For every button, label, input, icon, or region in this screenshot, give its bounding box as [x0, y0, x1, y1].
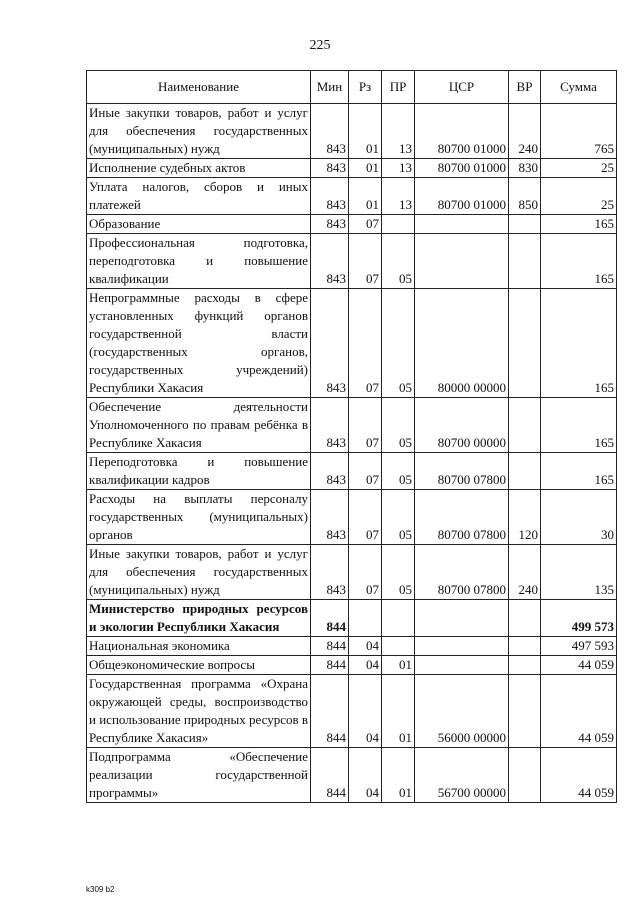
header-name: Наименование — [87, 71, 311, 104]
cell-csr: 80700 07800 — [415, 545, 509, 600]
budget-table — [86, 70, 617, 803]
cell-rz: 04 — [349, 656, 382, 675]
cell-rz: 01 — [349, 178, 382, 215]
table-row — [87, 656, 617, 675]
cell-pr: 05 — [382, 545, 415, 600]
cell-pr: 05 — [382, 453, 415, 490]
cell-vr: 240 — [509, 104, 541, 159]
cell-min: 843 — [311, 453, 349, 490]
cell-name: Общеэкономические вопросы — [87, 656, 311, 675]
cell-vr: 850 — [509, 178, 541, 215]
cell-min: 844 — [311, 600, 349, 637]
header-sum: Сумма — [541, 71, 617, 104]
cell-csr — [415, 234, 509, 289]
cell-name: Переподготовка и повышение квалификации кадров — [87, 453, 311, 490]
cell-rz: 04 — [349, 748, 382, 803]
cell-pr: 01 — [382, 656, 415, 675]
table-row — [87, 453, 617, 490]
cell-sum: 135 — [541, 545, 617, 600]
cell-name: Уплата налогов, сборов и иных платежей — [87, 178, 311, 215]
cell-vr: 120 — [509, 490, 541, 545]
cell-rz: 04 — [349, 637, 382, 656]
cell-pr: 13 — [382, 159, 415, 178]
header-vr: ВР — [509, 71, 541, 104]
table-row — [87, 490, 617, 545]
cell-csr: 80700 07800 — [415, 490, 509, 545]
header-csr: ЦСР — [415, 71, 509, 104]
header-rz: Рз — [349, 71, 382, 104]
cell-vr — [509, 398, 541, 453]
cell-name: Национальная экономика — [87, 637, 311, 656]
cell-sum: 44 059 — [541, 748, 617, 803]
header-min: Мин — [311, 71, 349, 104]
cell-sum: 165 — [541, 453, 617, 490]
cell-rz: 07 — [349, 490, 382, 545]
cell-sum: 499 573 — [541, 600, 617, 637]
cell-name: Государственная программа «Охрана окружающей среды, воспроизводство и использование природных ресурсов в Республике Хакасия» — [87, 675, 311, 748]
cell-csr — [415, 600, 509, 637]
cell-name: Министерство природных ресурсов и экологии Республики Хакасия — [87, 600, 311, 637]
cell-min: 843 — [311, 178, 349, 215]
table-row — [87, 600, 617, 637]
cell-csr: 56700 00000 — [415, 748, 509, 803]
cell-vr: 240 — [509, 545, 541, 600]
cell-min: 844 — [311, 748, 349, 803]
cell-csr — [415, 215, 509, 234]
cell-name: Исполнение судебных актов — [87, 159, 311, 178]
cell-name: Профессиональная подготовка, переподготовка и повышение квалификации — [87, 234, 311, 289]
cell-csr: 80700 01000 — [415, 159, 509, 178]
cell-name: Иные закупки товаров, работ и услуг для обеспечения государственных (муниципальных) нужд — [87, 104, 311, 159]
cell-pr: 13 — [382, 104, 415, 159]
cell-vr — [509, 453, 541, 490]
cell-vr — [509, 600, 541, 637]
table-row — [87, 748, 617, 803]
table-row — [87, 234, 617, 289]
cell-pr: 01 — [382, 675, 415, 748]
cell-min: 843 — [311, 234, 349, 289]
cell-sum: 44 059 — [541, 675, 617, 748]
table-row — [87, 545, 617, 600]
cell-vr — [509, 289, 541, 398]
cell-csr: 56000 00000 — [415, 675, 509, 748]
table-row — [87, 178, 617, 215]
cell-min: 844 — [311, 637, 349, 656]
cell-csr: 80000 00000 — [415, 289, 509, 398]
cell-name: Образование — [87, 215, 311, 234]
cell-min: 844 — [311, 656, 349, 675]
table-row — [87, 104, 617, 159]
cell-csr: 80700 01000 — [415, 178, 509, 215]
cell-sum: 30 — [541, 490, 617, 545]
cell-pr: 05 — [382, 234, 415, 289]
cell-pr: 01 — [382, 748, 415, 803]
cell-csr — [415, 656, 509, 675]
cell-vr: 830 — [509, 159, 541, 178]
table-row — [87, 289, 617, 398]
cell-sum: 165 — [541, 289, 617, 398]
cell-pr: 05 — [382, 289, 415, 398]
cell-csr — [415, 637, 509, 656]
cell-vr — [509, 234, 541, 289]
cell-rz: 01 — [349, 104, 382, 159]
header-pr: ПР — [382, 71, 415, 104]
cell-name: Расходы на выплаты персоналу государственных (муниципальных) органов — [87, 490, 311, 545]
cell-vr — [509, 637, 541, 656]
cell-sum: 25 — [541, 159, 617, 178]
cell-sum: 165 — [541, 215, 617, 234]
cell-min: 843 — [311, 545, 349, 600]
cell-name: Обеспечение деятельности Уполномоченного по правам ребёнка в Республике Хакасия — [87, 398, 311, 453]
cell-rz — [349, 600, 382, 637]
cell-pr — [382, 600, 415, 637]
cell-name: Иные закупки товаров, работ и услуг для обеспечения государственных (муниципальных) нужд — [87, 545, 311, 600]
cell-rz: 07 — [349, 545, 382, 600]
cell-sum: 497 593 — [541, 637, 617, 656]
cell-rz: 01 — [349, 159, 382, 178]
table-row — [87, 675, 617, 748]
cell-vr — [509, 675, 541, 748]
cell-vr — [509, 215, 541, 234]
cell-min: 844 — [311, 675, 349, 748]
cell-vr — [509, 748, 541, 803]
cell-rz: 04 — [349, 675, 382, 748]
cell-pr: 05 — [382, 490, 415, 545]
cell-pr — [382, 637, 415, 656]
cell-csr: 80700 01000 — [415, 104, 509, 159]
cell-rz: 07 — [349, 215, 382, 234]
cell-sum: 165 — [541, 398, 617, 453]
cell-csr: 80700 00000 — [415, 398, 509, 453]
cell-rz: 07 — [349, 289, 382, 398]
table-header-row — [87, 71, 617, 104]
table-row — [87, 398, 617, 453]
table-row — [87, 215, 617, 234]
page-number: 225 — [309, 38, 331, 53]
cell-name: Непрограммные расходы в сфере установленных функций органов государственной власти (государственных органов, государственных учреждений) Республики Хакасия — [87, 289, 311, 398]
cell-csr: 80700 07800 — [415, 453, 509, 490]
cell-name: Подпрограмма «Обеспечение реализации государственной программы» — [87, 748, 311, 803]
cell-min: 843 — [311, 104, 349, 159]
cell-sum: 25 — [541, 178, 617, 215]
cell-vr — [509, 656, 541, 675]
table-row — [87, 637, 617, 656]
cell-pr: 13 — [382, 178, 415, 215]
cell-rz: 07 — [349, 453, 382, 490]
cell-rz: 07 — [349, 234, 382, 289]
cell-rz: 07 — [349, 398, 382, 453]
cell-min: 843 — [311, 289, 349, 398]
table-row — [87, 159, 617, 178]
cell-min: 843 — [311, 159, 349, 178]
cell-sum: 765 — [541, 104, 617, 159]
cell-min: 843 — [311, 398, 349, 453]
cell-pr: 05 — [382, 398, 415, 453]
cell-min: 843 — [311, 215, 349, 234]
footer-code: k309 b2 — [86, 885, 115, 894]
cell-min: 843 — [311, 490, 349, 545]
cell-sum: 165 — [541, 234, 617, 289]
cell-sum: 44 059 — [541, 656, 617, 675]
cell-pr — [382, 215, 415, 234]
